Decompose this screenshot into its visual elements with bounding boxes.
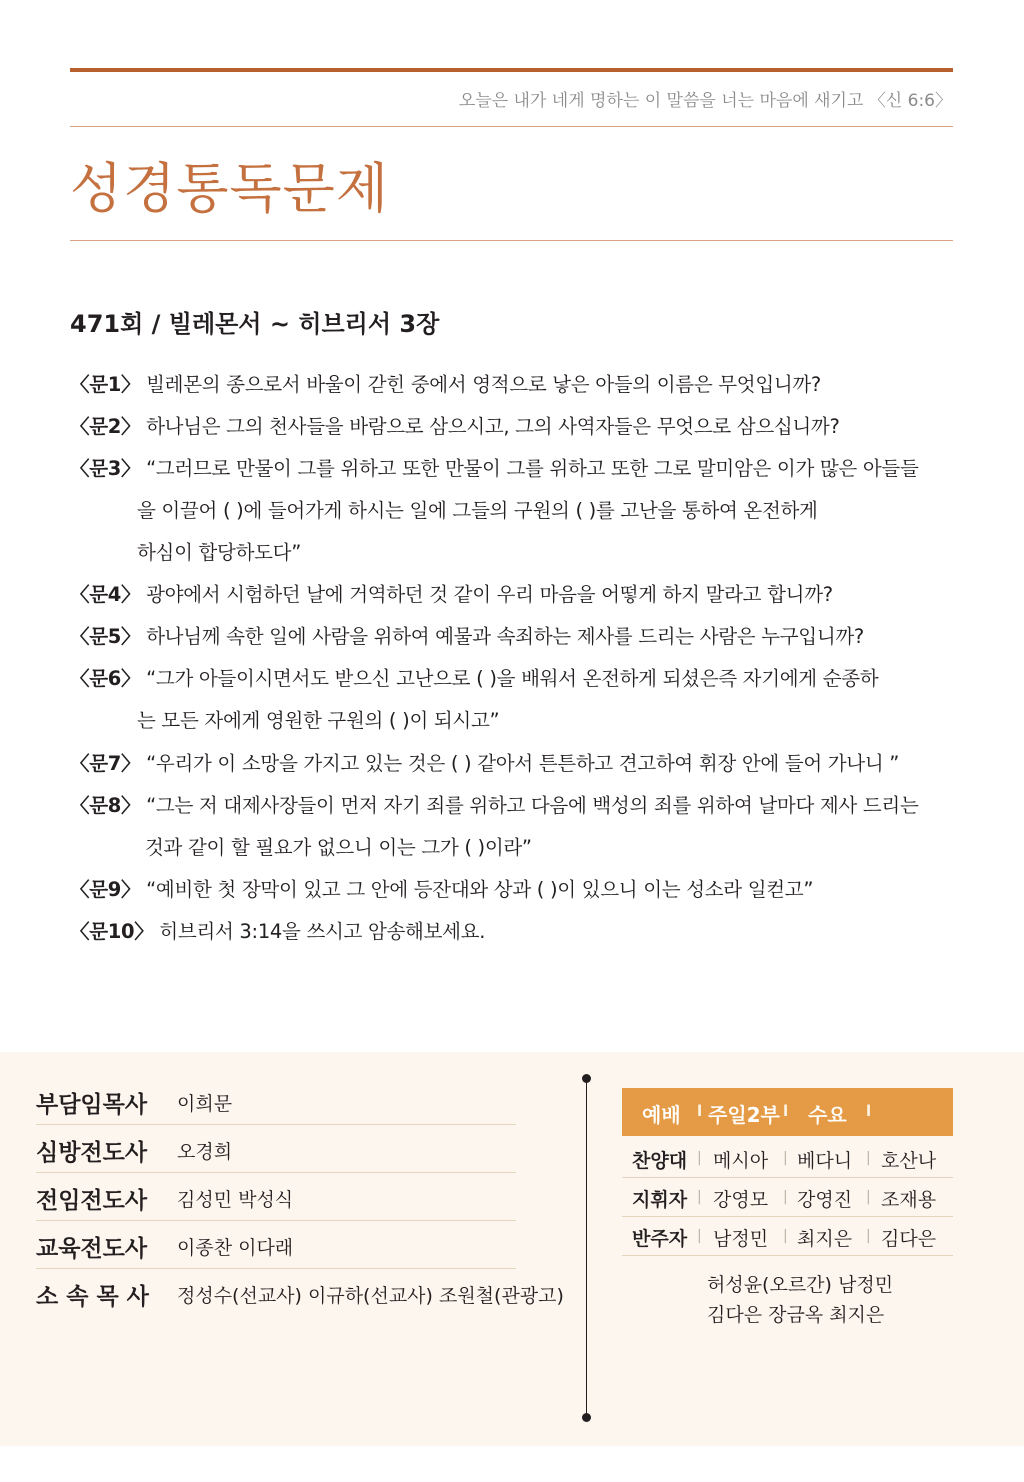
- question-label: 〈문4〉: [70, 583, 141, 606]
- question-text: 광야에서 시험하던 날에 거역하던 것 같이 우리 마음을 어떻게 하지 말라고 합니까?: [146, 583, 833, 606]
- question-text: “예비한 첫 장막이 있고 그 안에 등잔대와 상과 ( )이 있으니 이는 성소라 일컫고”: [146, 878, 814, 901]
- service-value: 남정민: [713, 1228, 769, 1250]
- question-1: [70, 369, 821, 397]
- question-text: “그는 저 대제사장들이 먼저 자기 죄를 위하고 다음에 백성의 죄를 위하여 날마다 제사 드리는: [146, 794, 919, 817]
- staff-names: 이희문: [177, 1093, 233, 1115]
- separator: |: [783, 1228, 788, 1244]
- question-text: “그가 아들이시면서도 받으신 고난으로 ( )을 배워서 온전하게 되셨은즉 자기에게 순종하: [146, 667, 879, 690]
- service-value: 강영모: [713, 1189, 769, 1211]
- service-header: [622, 1088, 953, 1136]
- service-value: 베다니: [797, 1150, 853, 1172]
- question-text: “그러므로 만물이 그를 위하고 또한 만물이 그를 위하고 또한 그로 말미암은 이가 많은 아들들: [146, 457, 919, 480]
- service-header-label: 주일2부: [708, 1103, 780, 1127]
- staff-names: 정성수(선교사) 이규하(선교사) 조원철(관광고): [177, 1285, 564, 1307]
- question-6-line-2: 는 모든 자에게 영원한 구원의 ( )이 되시고”: [137, 709, 500, 732]
- separator: |: [697, 1228, 702, 1244]
- question-label: 〈문10〉: [70, 920, 154, 943]
- separator: |: [697, 1150, 702, 1166]
- service-value: 메시아: [713, 1150, 769, 1172]
- service-header-label: 예배: [642, 1103, 681, 1127]
- separator: |: [697, 1189, 702, 1205]
- question-label: 〈문5〉: [70, 625, 141, 648]
- question-text: 히브리서 3:14을 쓰시고 암송해보세요.: [159, 920, 486, 943]
- question-text: 하나님께 속한 일에 사람을 위하여 예물과 속죄하는 제사를 드리는 사람은 누구입니까?: [146, 625, 864, 648]
- service-extra-line: 허성윤(오르간) 남정민: [707, 1274, 894, 1296]
- question-3-line-3: 하심이 합당하도다”: [137, 541, 301, 564]
- page-title: 성경통독문제: [70, 157, 389, 220]
- staff-role: 소 속 목 사: [36, 1284, 149, 1310]
- question-label: 〈문3〉: [70, 457, 141, 480]
- staff-names: 오경희: [177, 1141, 233, 1163]
- question-3: [70, 453, 918, 481]
- service-value: 호산나: [881, 1150, 937, 1172]
- question-text: 하나님은 그의 천사들을 바람으로 삼으시고, 그의 사역자들은 무엇으로 삼으십니까?: [146, 415, 840, 438]
- question-5: [70, 621, 864, 649]
- question-4: [70, 579, 833, 607]
- separator: |: [783, 1189, 788, 1205]
- question-text: “우리가 이 소망을 가지고 있는 것은 ( ) 같아서 튼튼하고 견고하여 휘장 안에 들어 가나니 ”: [146, 752, 900, 775]
- question-8: [70, 790, 918, 818]
- question-9: [70, 874, 813, 902]
- separator: l: [866, 1102, 872, 1120]
- staff-row: [36, 1172, 516, 1221]
- question-8-line-2: 것과 같이 할 필요가 없으니 이는 그가 ( )이라”: [145, 836, 532, 859]
- service-value: 김다은: [881, 1228, 937, 1250]
- quiz-subtitle: 471회 / 빌레몬서 ~ 히브리서 3장: [70, 310, 440, 338]
- staff-role: 심방전도사: [36, 1140, 148, 1166]
- service-row: [622, 1216, 953, 1256]
- question-10: [70, 916, 485, 944]
- staff-role: 부담임목사: [36, 1092, 148, 1118]
- divider-dot: [582, 1074, 591, 1083]
- service-role: 찬양대: [632, 1150, 688, 1172]
- staff-row: [36, 1220, 516, 1269]
- staff-role: 교육전도사: [36, 1236, 148, 1262]
- staff-row: [36, 1076, 516, 1125]
- question-label: 〈문8〉: [70, 794, 141, 817]
- separator: l: [783, 1102, 789, 1120]
- column-divider: [586, 1078, 587, 1418]
- question-label: 〈문9〉: [70, 878, 141, 901]
- question-3-line-2: 을 이끌어 ( )에 들어가게 하시는 일에 그들의 구원의 ( )를 고난을 통하여 온전하게: [137, 499, 818, 522]
- question-text: 빌레몬의 종으로서 바울이 갇힌 중에서 영적으로 낳은 아들의 이름은 무엇입니까?: [146, 373, 821, 396]
- question-7: [70, 748, 899, 776]
- question-6: [70, 663, 878, 691]
- divider: [70, 126, 953, 127]
- question-label: 〈문6〉: [70, 667, 141, 690]
- divider-dot: [582, 1413, 591, 1422]
- divider: [70, 240, 953, 241]
- separator: |: [866, 1150, 871, 1166]
- service-value: 강영진: [797, 1189, 853, 1211]
- separator: |: [783, 1150, 788, 1166]
- staff-row: [36, 1124, 516, 1173]
- question-label: 〈문2〉: [70, 415, 141, 438]
- separator: l: [697, 1102, 703, 1120]
- service-role: 지휘자: [632, 1189, 688, 1211]
- question-label: 〈문1〉: [70, 373, 141, 396]
- top-rule: [70, 68, 953, 72]
- separator: |: [866, 1189, 871, 1205]
- service-value: 최지은: [797, 1228, 853, 1250]
- staff-names: 이종찬 이다래: [177, 1237, 294, 1259]
- service-extra-line: 김다은 장금옥 최지은: [707, 1304, 885, 1326]
- staff-role: 전임전도사: [36, 1188, 148, 1214]
- question-2: [70, 411, 840, 439]
- separator: |: [866, 1228, 871, 1244]
- service-header-label: 수요: [808, 1103, 847, 1127]
- staff-row: [36, 1268, 564, 1316]
- staff-names: 김성민 박성식: [177, 1189, 294, 1211]
- question-label: 〈문7〉: [70, 752, 141, 775]
- service-row: [622, 1138, 953, 1178]
- service-value: 조재용: [881, 1189, 937, 1211]
- service-row: [622, 1177, 953, 1217]
- header-verse: 오늘은 내가 네게 명하는 이 말씀을 너는 마음에 새기고 〈신 6:6〉: [458, 91, 952, 111]
- service-role: 반주자: [632, 1228, 688, 1250]
